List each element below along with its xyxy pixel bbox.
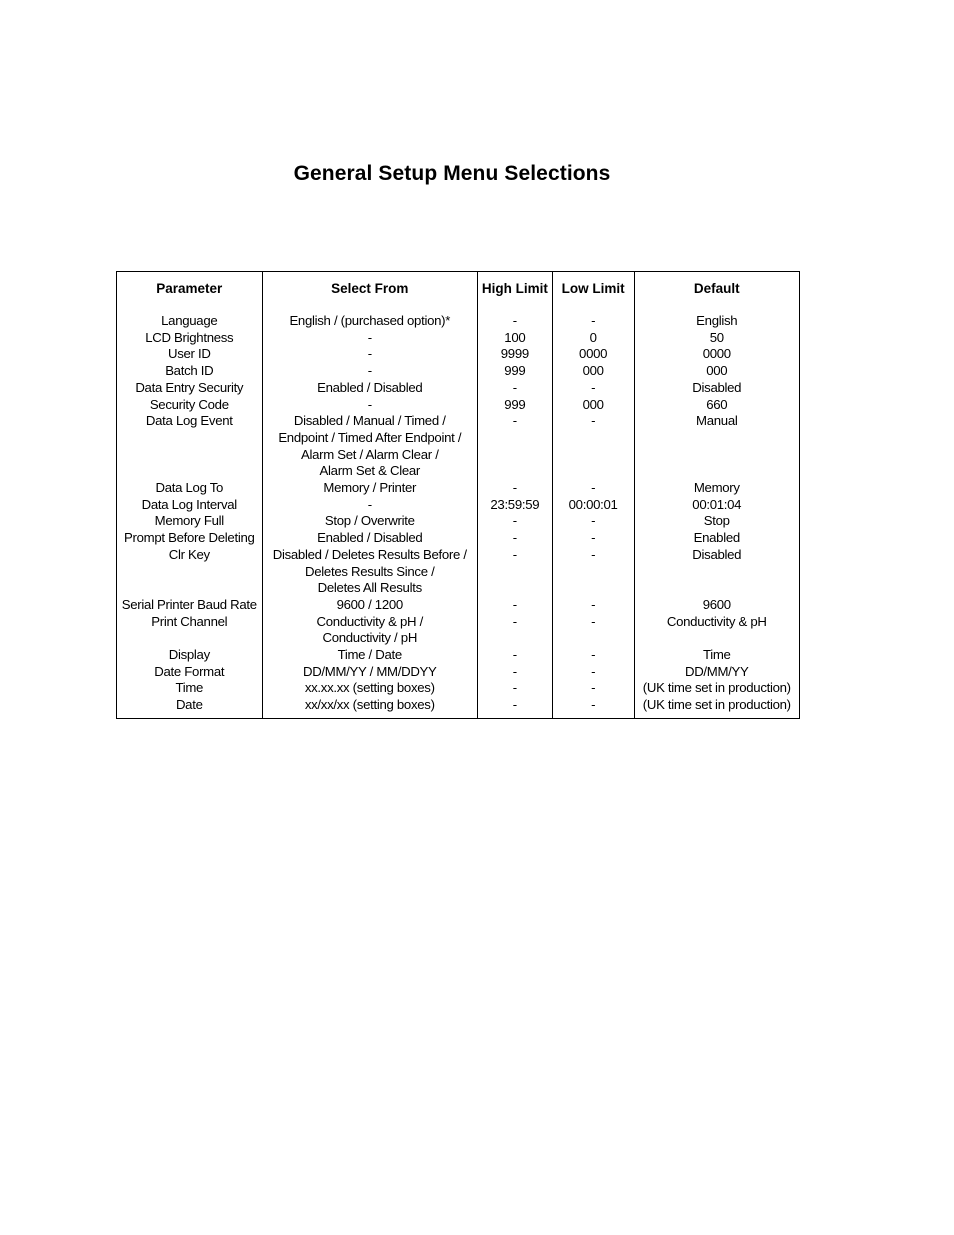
table-cell: - (512, 680, 517, 696)
table-cell: 999 (504, 396, 526, 412)
table-cell: 999 (504, 363, 526, 379)
table-cell: 50 (709, 329, 724, 345)
table-cell: LCD Brightness (145, 329, 234, 345)
parameter-header: Parameter (156, 281, 223, 296)
table-cell: 00:01:04 (692, 496, 742, 512)
table-cell: Conductivity / pH (322, 630, 418, 646)
table-cell: Data Log To (155, 480, 224, 496)
table-cell: - (591, 513, 596, 529)
table-cell: - (591, 413, 596, 429)
table-cell: - (591, 613, 596, 629)
table-cell: - (591, 530, 596, 546)
table-cell: Enabled (693, 530, 740, 546)
table-cell: Enabled / Disabled (317, 379, 423, 395)
select-from-header: Select From (331, 281, 409, 296)
parameter-column (117, 272, 262, 718)
table-cell: (UK time set in production) (642, 697, 791, 713)
table-cell: Data Log Interval (141, 496, 237, 512)
table-cell (553, 447, 634, 464)
table-cell: Manual (696, 413, 738, 429)
table-cell (478, 580, 552, 597)
table-cell: 00:00:01 (568, 496, 618, 512)
table-cell: Disabled (692, 546, 742, 562)
table-cell (635, 447, 800, 464)
table-cell: - (512, 663, 517, 679)
table-cell: - (367, 496, 372, 512)
table-cell (117, 564, 262, 581)
table-cell: - (591, 546, 596, 562)
table-cell (478, 447, 552, 464)
table-cell: Disabled / Deletes Results Before / (272, 546, 467, 562)
low-limit-cells (553, 313, 634, 714)
table-cell: - (512, 596, 517, 612)
table-cell: Memory / Printer (323, 480, 417, 496)
table-cell: Memory Full (154, 513, 224, 529)
table-cell: Deletes All Results (317, 580, 422, 596)
table-cell (553, 580, 634, 597)
table-cell: Stop (703, 513, 730, 529)
table-cell: - (591, 596, 596, 612)
table-cell (117, 463, 262, 480)
table-cell: Print Channel (151, 613, 228, 629)
table-cell (635, 564, 800, 581)
table-cell: Conductivity & pH / (316, 613, 423, 629)
table-cell: DD/MM/YY (684, 663, 749, 679)
table-cell: (UK time set in production) (642, 680, 791, 696)
default-header: Default (693, 281, 740, 296)
table-cell: Batch ID (165, 363, 214, 379)
table-cell: Alarm Set & Clear (319, 463, 420, 479)
parameter-cells (117, 313, 262, 714)
table-cell: - (367, 396, 372, 412)
default-cells (635, 313, 800, 714)
default-column (634, 272, 800, 718)
table-cell: - (367, 363, 372, 379)
table-cell: - (512, 413, 517, 429)
table-cell: Display (168, 647, 210, 663)
table-cell: Date Format (154, 663, 225, 679)
table-cell: User ID (167, 346, 211, 362)
table-cell: Security Code (149, 396, 229, 412)
table-cell (478, 463, 552, 480)
table-cell: Alarm Set / Alarm Clear / (300, 446, 439, 462)
low-limit-column (552, 272, 634, 718)
table-cell: - (512, 613, 517, 629)
table-cell: Time (702, 647, 731, 663)
table-cell: 100 (504, 329, 526, 345)
table-cell: 0000 (702, 346, 731, 362)
table-cell: 660 (706, 396, 728, 412)
table-cell: Disabled (692, 379, 742, 395)
table-cell: Prompt Before Deleting (124, 530, 255, 546)
table-cell: Memory (693, 480, 740, 496)
table-cell (635, 630, 800, 647)
table-cell: 9999 (500, 346, 529, 362)
select-from-column (262, 272, 477, 718)
table-cell: - (591, 313, 596, 328)
table-cell: xx.xx.xx (setting boxes) (304, 680, 435, 696)
table-cell (553, 564, 634, 581)
table-cell: Enabled / Disabled (317, 530, 423, 546)
table-cell: - (367, 329, 372, 345)
table-cell: Data Entry Security (135, 379, 244, 395)
table-cell: - (512, 313, 517, 328)
table-cell (478, 564, 552, 581)
table-cell: Language (161, 313, 218, 328)
table-cell: - (367, 346, 372, 362)
high-limit-cells (478, 313, 552, 714)
page-title: General Setup Menu Selections (293, 162, 611, 185)
table-cell: - (512, 647, 517, 663)
table-cell: 0000 (579, 346, 608, 362)
table-cell: - (512, 546, 517, 562)
table-cell: English / (purchased option)* (289, 313, 451, 328)
table-cell (117, 447, 262, 464)
table-cell: Stop / Overwrite (324, 513, 415, 529)
table-cell: Deletes Results Since / (305, 563, 435, 579)
table-cell (117, 580, 262, 597)
table-cell: - (591, 480, 596, 496)
table-cell: Disabled / Manual / Timed / (293, 413, 446, 429)
table-cell: Data Log Event (145, 413, 233, 429)
table-cell (635, 463, 800, 480)
table-cell (117, 430, 262, 447)
table-cell: xx/xx/xx (setting boxes) (304, 697, 435, 713)
table-cell: - (512, 379, 517, 395)
table-cell: 23:59:59 (490, 496, 540, 512)
table-cell: 000 (706, 363, 728, 379)
table-cell: Time (175, 680, 204, 696)
table-cell (635, 580, 800, 597)
table-cell: Conductivity & pH (666, 613, 767, 629)
table-cell: - (591, 663, 596, 679)
table-cell: - (512, 513, 517, 529)
table-cell (635, 430, 800, 447)
high-limit-column (477, 272, 552, 718)
table-cell (553, 630, 634, 647)
table-cell: 9600 / 1200 (336, 596, 403, 612)
table-cell: English (696, 313, 738, 328)
table-cell: Endpoint / Timed After Endpoint / (278, 429, 462, 445)
high-limit-header: High Limit (481, 281, 548, 296)
table-cell: - (512, 697, 517, 713)
table-cell: - (591, 647, 596, 663)
table-cell (117, 630, 262, 647)
table-cell: - (591, 697, 596, 713)
table-cell: Clr Key (168, 546, 210, 562)
table-cell: - (512, 480, 517, 496)
table-cell (553, 463, 634, 480)
table-cell: DD/MM/YY / MM/DDYY (302, 663, 437, 679)
table-cell: 0 (589, 329, 597, 345)
table-cell: Time / Date (337, 647, 402, 663)
table-cell: - (512, 530, 517, 546)
table-cell: 000 (582, 363, 604, 379)
table-cell: - (591, 680, 596, 696)
table-cell (478, 430, 552, 447)
low-limit-header: Low Limit (561, 281, 625, 296)
table-cell: - (591, 379, 596, 395)
table-cell (553, 430, 634, 447)
table-cell: Date (175, 697, 203, 713)
table-cell: 000 (582, 396, 604, 412)
table-cell: 9600 (702, 596, 731, 612)
setup-menu-table (116, 271, 800, 719)
table-cell (478, 630, 552, 647)
table-cell: Serial Printer Baud Rate (121, 596, 257, 612)
select-from-cells (263, 313, 477, 714)
